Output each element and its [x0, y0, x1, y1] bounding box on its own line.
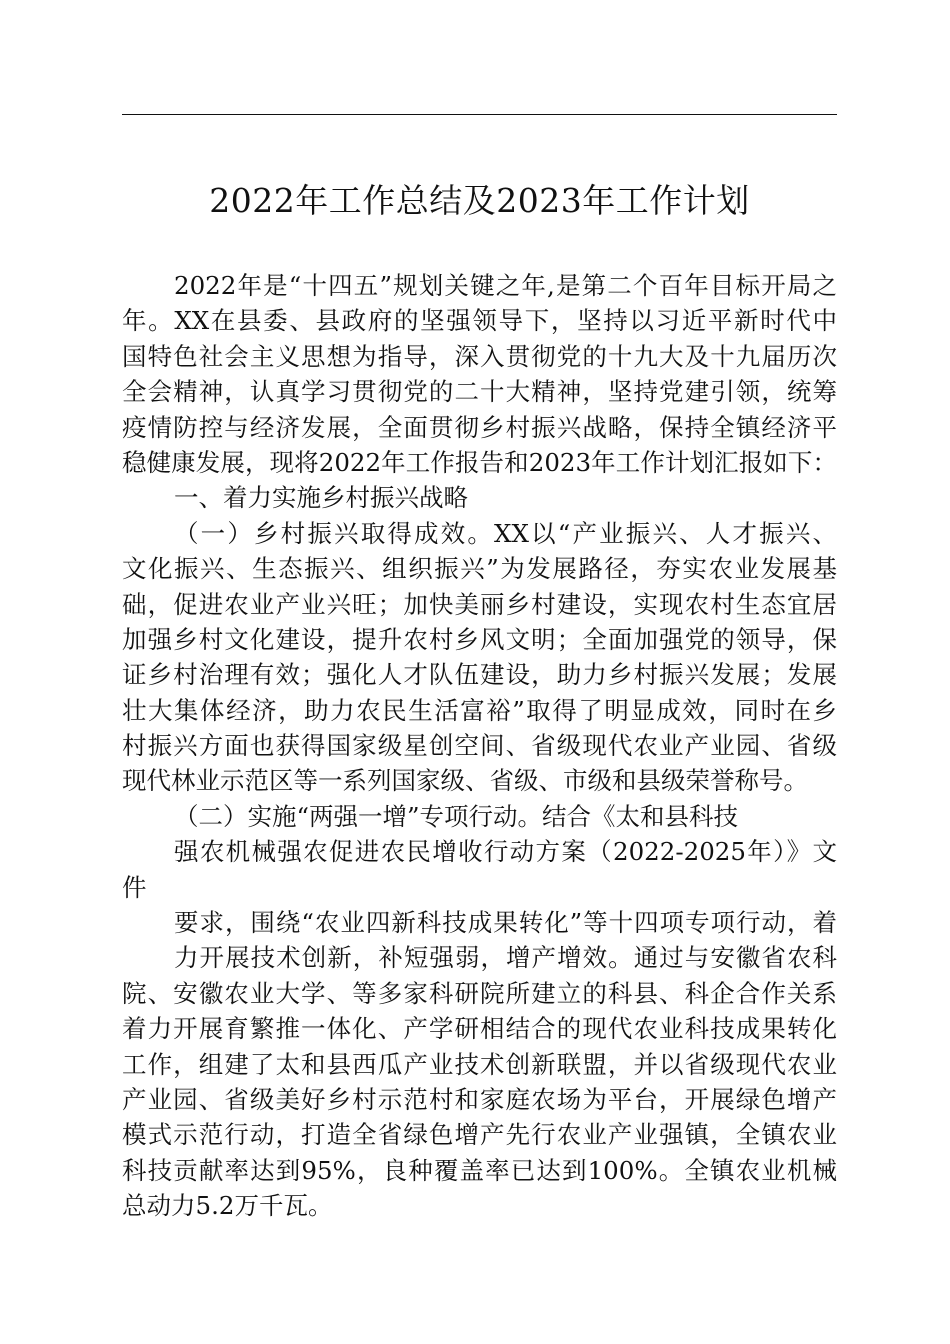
body-line: 全会精神，认真学习贯彻党的二十大精神，坚持党建引领，统筹 — [122, 377, 837, 407]
body-line: 要求，围绕“农业四新科技成果转化”等十四项专项行动，着 — [174, 908, 837, 938]
body-line: 总动力5.2万千瓦。 — [122, 1191, 333, 1221]
body-line: 着力开展育繁推一体化、产学研相结合的现代农业科技成果转化 — [122, 1014, 837, 1044]
document-title: 2022年工作总结及2023年工作计划 — [209, 181, 750, 220]
body-line: 院、安徽农业大学、等多家科研院所建立的科县、科企合作关系 — [122, 978, 837, 1008]
body-line: 国特色社会主义思想为指导，深入贯彻党的十九大及十九届历次 — [122, 341, 837, 371]
body-line: （一）乡村振兴取得成效。XX以“产业振兴、人才振兴、 — [174, 518, 837, 548]
body-line: （二）实施“两强一增”专项行动。结合《太和县科技 — [174, 801, 739, 831]
body-line: 疫情防控与经济发展，全面贯彻乡村振兴战略，保持全镇经济平 — [122, 412, 837, 442]
body-line: 产业园、省级美好乡村示范村和家庭农场为平台，开展绿色增产 — [122, 1084, 837, 1114]
body-line: 稳健康发展，现将2022年工作报告和2023年工作计划汇报如下： — [122, 447, 837, 477]
header-rule — [122, 114, 837, 115]
body-line: 年。XX在县委、县政府的坚强领导下，坚持以习近平新时代中 — [122, 306, 837, 336]
body-line: 工作，组建了太和县西瓜产业技术创新联盟，并以省级现代农业 — [122, 1049, 837, 1079]
body-line: 壮大集体经济，助力农民生活富裕”取得了明显成效，同时在乡 — [122, 695, 837, 725]
body-line: 加强乡村文化建设，提升农村乡风文明；全面加强党的领导，保 — [122, 624, 837, 654]
section-heading: 一、着力实施乡村振兴战略 — [174, 483, 468, 513]
document-body — [122, 268, 837, 1224]
body-line: 证乡村治理有效；强化人才队伍建设，助力乡村振兴发展；发展 — [122, 660, 837, 690]
body-line: 现代林业示范区等一系列国家级、省级、市级和县级荣誉称号。 — [122, 766, 808, 796]
body-line: 文化振兴、生态振兴、组织振兴”为发展路径，夯实农业发展基 — [122, 554, 837, 584]
body-line: 件 — [122, 872, 147, 902]
body-line: 力开展技术创新，补短强弱，增产增效。通过与安徽省农科 — [174, 943, 837, 973]
body-line: 强农机械强农促进农民增收行动方案（2022-2025年）》文 — [174, 837, 837, 867]
body-line: 2022年是“十四五”规划关键之年,是第二个百年目标开局之 — [174, 271, 837, 300]
body-line: 村振兴方面也获得国家级星创空间、省级现代农业产业园、省级 — [122, 731, 837, 761]
body-line: 础，促进农业产业兴旺；加快美丽乡村建设，实现农村生态宜居 — [122, 589, 837, 619]
body-line: 模式示范行动，打造全省绿色增产先行农业产业强镇，全镇农业 — [122, 1120, 837, 1150]
body-line: 科技贡献率达到95%，良种覆盖率已达到100%。全镇农业机械 — [122, 1155, 837, 1185]
